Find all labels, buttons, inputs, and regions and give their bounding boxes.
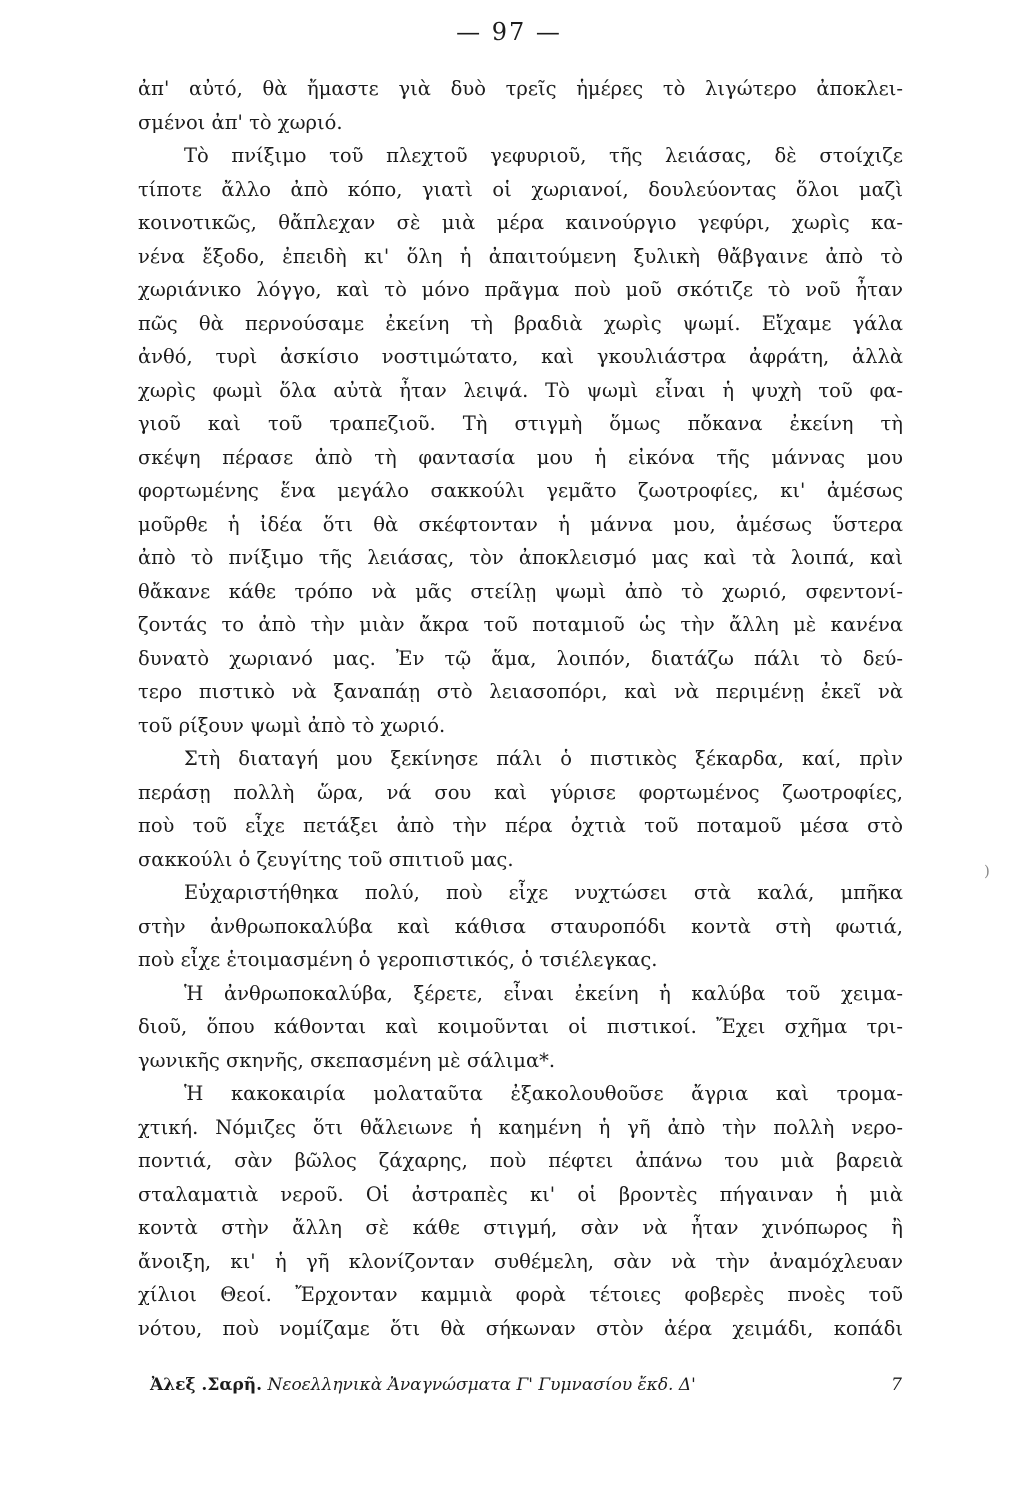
text-line: νότου, ποὺ νομίζαμε ὅτι θὰ σήκωναν στὸν ἀέρα χειμάδι, κοπάδι [138,1316,903,1340]
page-footer [150,1375,902,1395]
text-line: ἀπὸ τὸ πνίξιμο τῆς λειάσας, τὸν ἀποκλεισμό μας καὶ τὰ λοιπά, καὶ [138,546,903,569]
text-line: σκέψη πέρασε ἀπὸ τὴ φαντασία μου ἡ εἰκόνα τῆς μάννας μου [138,445,903,469]
text-line: τίποτε ἄλλο ἀπὸ κόπο, γιατὶ οἱ χωριανοί, δουλεύοντας ὅλοι μαζὶ [138,177,903,201]
text-line: ἀνθό, τυρὶ ἀσκίσιο νοστιμώτατο, καὶ γκουλιάστρα ἀφράτη, ἀλλὰ [138,345,903,368]
text-line: ποὺ εἶχε ἑτοιμασμένη ὁ γεροπιστικός, ὁ τσιέλεγκας. [138,948,658,971]
text-line: Στὴ διαταγή μου ξεκίνησε πάλι ὁ πιστικὸς ξέκαρδα, καί, πρὶν [184,747,903,770]
text-line: τοῦ ρίξουν ψωμὶ ἀπὸ τὸ χωριό. [138,713,446,737]
text-line: ἄνοιξη, κι' ἡ γῆ κλονίζονταν συθέμελη, σὰν νὰ τὴν ἀναμόχλευαν [138,1249,903,1273]
footer-title: Νεοελληνικὰ Ἀναγνώσματα Γ' Γυμνασίου ἔκδ. Δ' [267,1375,696,1395]
text-line: στὴν ἀνθρωποκαλύβα καὶ κάθισα σταυροπόδι κοντὰ στὴ φωτιά, [138,914,903,938]
text-line: σακκούλι ὁ ζευγίτης τοῦ σπιτιοῦ μας. [138,847,514,871]
text-line: κοινοτικῶς, θἄπλεχαν σὲ μιὰ μέρα καινούργιο γεφύρι, χωρὶς κα- [138,211,903,234]
text-line: σταλαματιὰ νεροῦ. Οἱ ἀστραπὲς κι' οἱ βροντὲς πήγαιναν ἡ μιὰ [138,1182,903,1206]
text-line: περάσῃ πολλὴ ὥρα, νά σου καὶ γύρισε φορτωμένος ζωοτροφίες, [138,780,903,804]
text-line: ποὺ τοῦ εἶχε πετάξει ἀπὸ τὴν πέρα ὀχτιὰ τοῦ ποταμοῦ μέσα στὸ [138,814,903,837]
text-line: χωρὶς φωμὶ ὅλα αὐτὰ ἦταν λειψά. Τὸ ψωμὶ εἶναι ἡ ψυχὴ τοῦ φα- [138,378,903,402]
text-line: γωνικῆς σκηνῆς, σκεπασμένη μὲ σάλιμα*. [138,1048,556,1072]
footer-signature [150,1375,696,1395]
text-line: φορτωμένης ἕνα μεγάλο σακκούλι γεμᾶτο ζωοτροφίες, κι' ἀμέσως [138,479,903,502]
text-line: ποντιά, σὰν βῶλος ζάχαρης, ποὺ πέφτει ἀπάνω του μιὰ βαρειὰ [138,1149,903,1172]
text-line: ζοντάς το ἀπὸ τὴν μιὰν ἄκρα τοῦ ποταμιοῦ ὡς τὴν ἄλλη μὲ κανένα [138,613,903,636]
text-line: ἀπ' αὐτό, θὰ ἤμαστε γιὰ δυὸ τρεῖς ἡμέρες τὸ λιγώτερο ἀποκλει- [138,77,903,100]
text-line: χίλιοι Θεοί. Ἔρχονταν καμμιὰ φορὰ τέτοιες φοβερὲς πνοὲς τοῦ [138,1283,903,1306]
text-line: θἄκανε κάθε τρόπο νὰ μᾶς στείλῃ ψωμὶ ἀπὸ τὸ χωριό, σφεντονί- [138,579,903,603]
text-line: χωριάνικο λόγγο, καὶ τὸ μόνο πρᾶγμα ποὺ μοῦ σκότιζε τὸ νοῦ ἦταν [138,278,903,301]
margin-mark: ) [984,862,990,880]
text-line: μοῦρθε ἡ ἰδέα ὅτι θὰ σκέφτονταν ἡ μάννα μου, ἀμέσως ὕστερα [138,512,903,536]
text-body [138,72,903,1345]
text-line: δυνατὸ χωριανό μας. Ἐν τῷ ἅμα, λοιπόν, διατάζω πάλι τὸ δεύ- [138,646,903,670]
text-line: τερο πιστικὸ νὰ ξαναπάῃ στὸ λειασοπόρι, καὶ νὰ περιμένῃ ἐκεῖ νὰ [138,680,903,703]
text-line: χτική. Νόμιζες ὅτι θἄλειωνε ἡ καημένη ἡ γῆ ἀπὸ τὴν πολλὴ νερο- [138,1115,903,1139]
text-line: Ἡ κακοκαιρία μολαταῦτα ἐξακολουθοῦσε ἄγρια καὶ τρομα- [184,1082,903,1105]
text-line: Ἡ ἀνθρωποκαλύβα, ξέρετε, εἶναι ἐκείνη ἡ καλύβα τοῦ χειμα- [184,981,903,1005]
text-line: Εὐχαριστήθηκα πολύ, ποὺ εἶχε νυχτώσει στὰ καλά, μπῆκα [184,881,903,904]
footer-author: Ἀλεξ .Σαρῆ. [150,1375,263,1395]
text-line: πῶς θὰ περνούσαμε ἐκείνη τὴ βραδιὰ χωρὶς ψωμί. Εἴχαμε γάλα [138,311,903,335]
footer-sheet-number: 7 [891,1375,902,1395]
text-line: κοντὰ στὴν ἄλλη σὲ κάθε στιγμή, σὰν νὰ ἦταν χινόπωρος ἢ [138,1216,903,1239]
text-line: σμένοι ἀπ' τὸ χωριό. [138,110,343,134]
page-number: — 97 — [456,18,562,46]
text-line: νένα ἔξοδο, ἐπειδὴ κι' ὅλη ἡ ἀπαιτούμενη ξυλικὴ θἄβγαινε ἀπὸ τὸ [138,244,903,268]
text-line: διοῦ, ὅπου κάθονται καὶ κοιμοῦνται οἱ πιστικοί. Ἔχει σχῆμα τρι- [138,1015,903,1038]
text-line: Τὸ πνίξιμο τοῦ πλεχτοῦ γεφυριοῦ, τῆς λειάσας, δὲ στοίχιζε [184,144,903,167]
text-line: γιοῦ καὶ τοῦ τραπεζιοῦ. Τὴ στιγμὴ ὅμως πὄκανα ἐκείνη τὴ [138,412,903,435]
